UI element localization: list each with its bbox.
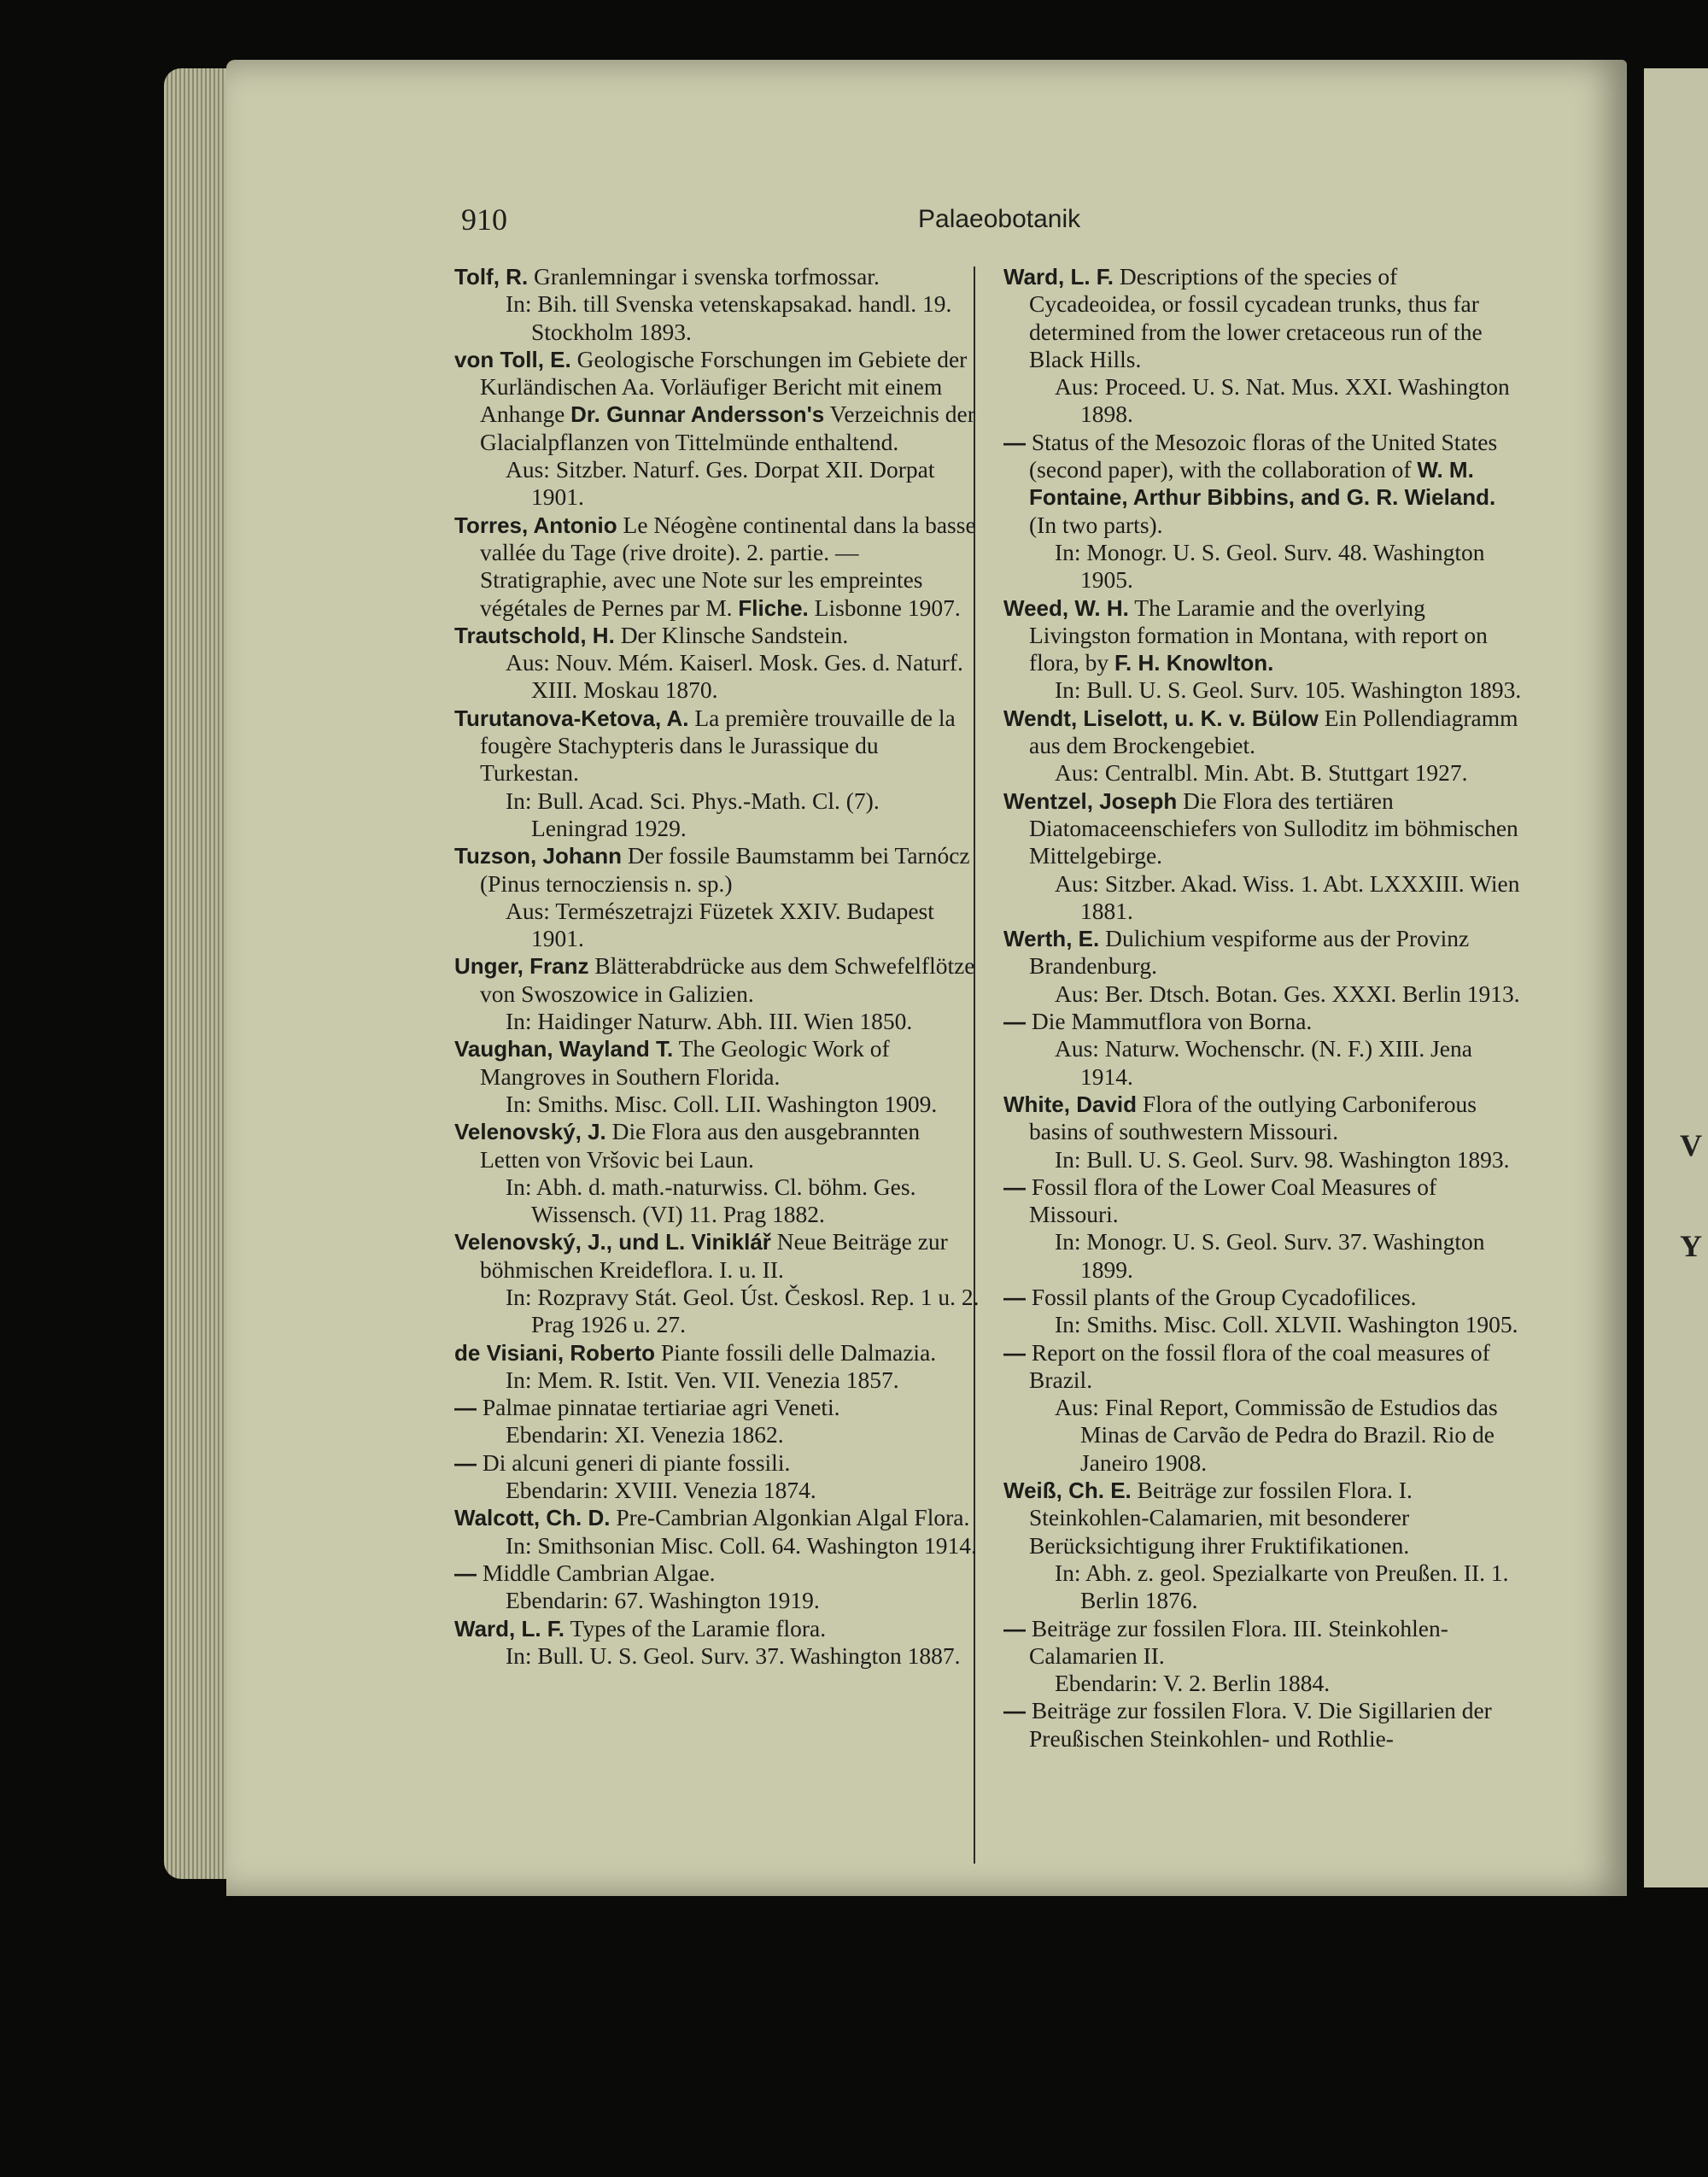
entry-title: Palmae pinnatae tertiariae agri Veneti. bbox=[482, 1394, 840, 1421]
entry-author: Weed, W. H. bbox=[1003, 594, 1129, 621]
entry-source: In: Monogr. U. S. Geol. Surv. 48. Washington 1905. bbox=[1055, 538, 1485, 594]
next-page-fragment: Y bbox=[1680, 1229, 1702, 1263]
entry-author: Torres, Antonio bbox=[454, 512, 617, 538]
entry-title: Dulichium vespiforme aus der Provinz Brandenburg. bbox=[1029, 925, 1470, 980]
entry-title: Beiträge zur fossilen Flora. V. Die Sigillarien der Preußischen Steinkohlen- und Rothlie- bbox=[1029, 1697, 1492, 1752]
bibliography-entry bbox=[454, 1339, 980, 1395]
book-page-edges bbox=[164, 68, 231, 1879]
bibliography-entry bbox=[454, 1615, 980, 1671]
bibliography-entry bbox=[454, 952, 980, 1035]
entry-title: Fossil plants of the Group Cycadofilices. bbox=[1031, 1283, 1417, 1310]
bibliography-entry bbox=[1003, 1339, 1529, 1477]
entry-title-bold: Fliche. bbox=[738, 594, 809, 621]
entry-author: Trautschold, H. bbox=[454, 622, 615, 648]
entry-title: Types of the Laramie flora. bbox=[570, 1614, 827, 1642]
entry-source: In: Smiths. Misc. Coll. LII. Washington 1909. bbox=[506, 1090, 938, 1117]
entry-author: de Visiani, Roberto bbox=[454, 1339, 656, 1366]
page-number: 910 bbox=[461, 202, 507, 237]
entry-title: Die Flora aus den ausgebrannten Letten von Vršovic bei Laun. bbox=[480, 1118, 921, 1173]
entry-source: In: Bull. Acad. Sci. Phys.-Math. Cl. (7). Leningrad 1929. bbox=[506, 787, 880, 841]
bibliography-entry bbox=[454, 512, 980, 622]
bibliography-entry bbox=[454, 1560, 980, 1615]
entry-author: — bbox=[1003, 1173, 1026, 1200]
bibliography-entry bbox=[1003, 705, 1529, 787]
entry-title: Der Klinsche Sandstein. bbox=[620, 621, 849, 648]
bibliography-entry bbox=[454, 842, 980, 952]
entry-title: Neue Beiträge zur böhmischen Kreideflora. I. u. II. bbox=[480, 1228, 948, 1283]
entry-source: In: Smiths. Misc. Coll. XLVII. Washington 1905. bbox=[1055, 1311, 1518, 1338]
entry-title: Le Néogène continental dans la basse vallée du Tage (rive droite). 2. partie. — Stratigraphie, avec une Note sur les empreintes végétales de Pernes par M. bbox=[480, 511, 976, 621]
entry-author: — bbox=[1003, 1284, 1026, 1310]
right-column bbox=[1003, 263, 1529, 1753]
entry-source: Ebendarin: XVIII. Venezia 1874. bbox=[506, 1477, 816, 1504]
bibliography-entry bbox=[454, 1118, 980, 1228]
next-page-fragment: V bbox=[1680, 1128, 1702, 1162]
entry-author: Wentzel, Joseph bbox=[1003, 787, 1178, 814]
entry-source: Ebendarin: XI. Venezia 1862. bbox=[506, 1421, 784, 1448]
bibliography-entry bbox=[1003, 429, 1529, 594]
entry-source: Aus: Final Report, Commissão de Estudios das Minas de Carvão de Pedra do Brazil. Rio de Janeiro 1908. bbox=[1055, 1394, 1498, 1476]
bibliography-entry bbox=[1003, 1284, 1529, 1339]
entry-source: In: Bull. U. S. Geol. Surv. 37. Washington 1887. bbox=[506, 1642, 961, 1669]
entry-source: Aus: Naturw. Wochenschr. (N. F.) XIII. Jena 1914. bbox=[1055, 1035, 1472, 1090]
entry-title: Die Flora des tertiären Diatomaceenschiefers von Sulloditz im böhmischen Mittelgebirge. bbox=[1029, 787, 1518, 869]
entry-title-after: Verzeichnis der Glacialpflanzen von Tittelmünde enthaltend. bbox=[480, 401, 975, 455]
bibliography-entry bbox=[1003, 925, 1529, 1008]
page-header bbox=[461, 202, 1486, 244]
bibliography-entry bbox=[1003, 1697, 1529, 1753]
entry-title: Geologische Forschungen im Gebiete der Kurländischen Aa. Vorläufiger Bericht mit einem Anhange bbox=[480, 345, 968, 428]
entry-title-bold: F. H. Knowlton. bbox=[1114, 650, 1274, 676]
entry-source: Aus: Proceed. U. S. Nat. Mus. XXI. Washington 1898. bbox=[1055, 373, 1510, 428]
entry-source: In: Haidinger Naturw. Abh. III. Wien 1850. bbox=[506, 1008, 913, 1035]
entry-title-bold: W. M. Fontaine, Arthur Bibbins, and G. R. Wieland. bbox=[1029, 457, 1496, 511]
entry-title: Beiträge zur fossilen Flora. III. Steinkohlen-Calamarien II. bbox=[1029, 1614, 1448, 1669]
entry-source: In: Bull. U. S. Geol. Surv. 105. Washington 1893. bbox=[1055, 676, 1522, 704]
entry-source: Ebendarin: 67. Washington 1919. bbox=[506, 1587, 820, 1614]
entry-author: Werth, E. bbox=[1003, 926, 1100, 952]
entry-title: The Geologic Work of Mangroves in Southern Florida. bbox=[480, 1035, 890, 1090]
entry-source: In: Bih. till Svenska vetenskapsakad. handl. 19. Stockholm 1893. bbox=[506, 290, 952, 345]
bibliography-entry bbox=[454, 1228, 980, 1338]
entry-source: Aus: Centralbl. Min. Abt. B. Stuttgart 1927. bbox=[1055, 759, 1468, 787]
entry-source: In: Bull. U. S. Geol. Surv. 98. Washington 1893. bbox=[1055, 1145, 1510, 1173]
entry-author: — bbox=[1003, 1339, 1026, 1366]
entry-author: Vaughan, Wayland T. bbox=[454, 1036, 674, 1062]
entry-title: Granlemningar i svenska torfmossar. bbox=[534, 263, 880, 290]
bibliography-entry bbox=[1003, 1615, 1529, 1698]
entry-title: Pre-Cambrian Algonkian Algal Flora. bbox=[616, 1504, 970, 1531]
entry-source: Aus: Nouv. Mém. Kaiserl. Mosk. Ges. d. Naturf. XIII. Moskau 1870. bbox=[506, 649, 963, 704]
entry-author: — bbox=[454, 1449, 477, 1476]
bibliography-entry bbox=[1003, 263, 1529, 429]
entry-title: Der fossile Baumstamm bei Tarnócz (Pinus ternocziensis n. sp.) bbox=[480, 842, 970, 897]
entry-source: Aus: Természetrajzi Füzetek XXIV. Budapest 1901. bbox=[506, 897, 934, 952]
entry-author: — bbox=[1003, 1009, 1026, 1035]
entry-title: Middle Cambrian Algae. bbox=[482, 1559, 716, 1586]
bibliography-entry bbox=[1003, 1008, 1529, 1091]
entry-author: — bbox=[1003, 1698, 1026, 1724]
entry-title: Flora of the outlying Carboniferous basins of southwestern Missouri. bbox=[1029, 1090, 1477, 1145]
bibliography-entry bbox=[454, 1394, 980, 1449]
entry-title: Status of the Mesozoic floras of the United States (second paper), with the collaboration of bbox=[1029, 428, 1498, 483]
entry-author: Tolf, R. bbox=[454, 264, 529, 290]
entry-title: Di alcuni generi di piante fossili. bbox=[482, 1448, 791, 1476]
entry-title: Fossil flora of the Lower Coal Measures of Missouri. bbox=[1029, 1173, 1437, 1228]
bibliography-entry bbox=[1003, 594, 1529, 705]
entry-author: Ward, L. F. bbox=[1003, 264, 1114, 290]
entry-author: Weiß, Ch. E. bbox=[1003, 1478, 1132, 1504]
bibliography-entry bbox=[454, 705, 980, 842]
entry-source: Aus: Ber. Dtsch. Botan. Ges. XXXI. Berlin 1913. bbox=[1055, 980, 1520, 1007]
entry-source: In: Smithsonian Misc. Coll. 64. Washington 1914. bbox=[506, 1531, 977, 1559]
entry-source: Aus: Sitzber. Naturf. Ges. Dorpat XII. Dorpat 1901. bbox=[506, 456, 935, 511]
entry-author: Wendt, Liselott, u. K. v. Bülow bbox=[1003, 705, 1319, 731]
bibliography-entry bbox=[1003, 787, 1529, 925]
bibliography-entry bbox=[454, 1504, 980, 1560]
entry-author: Velenovský, J. bbox=[454, 1119, 606, 1145]
left-column bbox=[454, 263, 980, 1670]
entry-title: Descriptions of the species of Cycadeoidea, or fossil cycadean trunks, thus far determined from the lower cretaceous run of the Black Hills. bbox=[1029, 263, 1483, 372]
bibliography-entry bbox=[454, 1035, 980, 1118]
bibliography-entry bbox=[1003, 1173, 1529, 1284]
bibliography-entry bbox=[1003, 1091, 1529, 1173]
entry-author: — bbox=[1003, 429, 1026, 455]
entry-title-after: (In two parts). bbox=[1029, 511, 1163, 538]
bibliography-entry bbox=[454, 622, 980, 705]
entry-title: La première trouvaille de la fougère Stachypteris dans le Jurassique du Turkestan. bbox=[480, 704, 956, 787]
entry-author: Ward, L. F. bbox=[454, 1615, 565, 1642]
entry-source: In: Rozpravy Stát. Geol. Úst. Českosl. Rep. 1 u. 2. Prag 1926 u. 27. bbox=[506, 1283, 980, 1338]
bibliography-entry bbox=[454, 346, 980, 512]
entry-title: Beiträge zur fossilen Flora. I. Steinkohlen-Calamarien, mit besonderer Berücksichtigung ihrer Fruktifikationen. bbox=[1029, 1477, 1413, 1559]
entry-title: Blätterabdrücke aus dem Schwefelflötze von Swoszowice in Galizien. bbox=[480, 952, 975, 1007]
entry-source: In: Abh. z. geol. Spezialkarte von Preußen. II. 1. Berlin 1876. bbox=[1055, 1559, 1509, 1614]
entry-author: von Toll, E. bbox=[454, 346, 571, 372]
entry-title-bold: Dr. Gunnar Andersson's bbox=[570, 401, 825, 428]
entry-title-after: Lisbonne 1907. bbox=[814, 594, 961, 621]
entry-author: — bbox=[454, 1560, 477, 1586]
entry-author: Walcott, Ch. D. bbox=[454, 1505, 611, 1531]
entry-author: Velenovský, J., und L. Viniklář bbox=[454, 1229, 771, 1255]
next-page-edge bbox=[1644, 68, 1708, 1887]
entry-source: In: Mem. R. Istit. Ven. VII. Venezia 1857. bbox=[506, 1366, 899, 1393]
entry-source: Ebendarin: V. 2. Berlin 1884. bbox=[1055, 1670, 1331, 1697]
entry-title: Report on the fossil flora of the coal measures of Brazil. bbox=[1029, 1338, 1490, 1393]
bibliography-entry bbox=[454, 263, 980, 346]
bibliography-entry bbox=[1003, 1477, 1529, 1614]
entry-title: The Laramie and the overlying Livingston formation in Montana, with report on flora, by bbox=[1029, 594, 1488, 676]
entry-author: Turutanova-Ketova, A. bbox=[454, 705, 689, 731]
entry-author: — bbox=[454, 1395, 477, 1421]
entry-author: White, David bbox=[1003, 1091, 1138, 1117]
entry-source: Aus: Sitzber. Akad. Wiss. 1. Abt. LXXXIII. Wien 1881. bbox=[1055, 869, 1520, 924]
entry-source: In: Monogr. U. S. Geol. Surv. 37. Washington 1899. bbox=[1055, 1228, 1485, 1283]
entry-title: Ein Pollendiagramm aus dem Brockengebiet. bbox=[1029, 704, 1518, 759]
entry-title: Piante fossili delle Dalmazia. bbox=[660, 1338, 937, 1366]
running-title: Palaeobotanik bbox=[918, 205, 1081, 233]
entry-author: — bbox=[1003, 1615, 1026, 1642]
entry-author: Unger, Franz bbox=[454, 953, 589, 980]
entry-source: In: Abh. d. math.-naturwiss. Cl. böhm. Ges. Wissensch. (VI) 11. Prag 1882. bbox=[506, 1173, 916, 1228]
entry-author: Tuzson, Johann bbox=[454, 843, 622, 869]
bibliography-entry bbox=[454, 1449, 980, 1505]
entry-title: Die Mammutflora von Borna. bbox=[1031, 1008, 1313, 1035]
